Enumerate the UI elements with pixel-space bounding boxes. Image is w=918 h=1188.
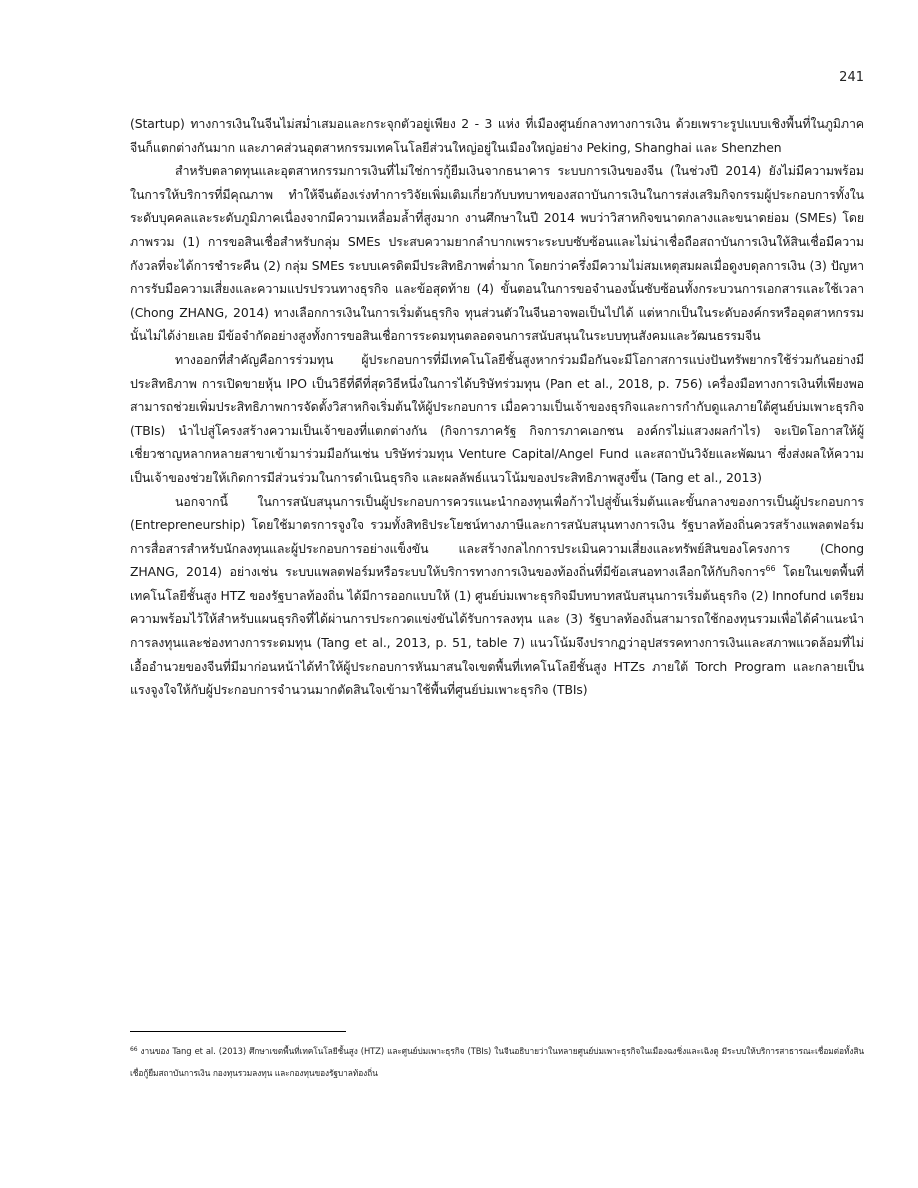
paragraph-text-before-note: นอกจากนี้ ในการสนับสนุนการเป็นผู้ประกอบการควรแนะนำกองทุนเพื่อก้าวไปสู่ขั้นเริ่มต้นและขั้นกลางของการเป็นผู้ประกอบการ (Entrepreneurship) โดยใช้มาตรการจูงใจ รวมทั้งสิทธิประโยชน์ทางภาษีและการสนับสนุนทางการเงิน รัฐบาลท้องถิ่นควรสร้างแพลตฟอร์มการสื่อสารสำหรับนักลงทุนและผู้ประกอบการอย่างแข็งขัน และสร้างกลไกการประเมินความเสี่ยงและทรัพย์สินของโครงการ (Chong ZHANG, 2014) อย่างเช่น ระบบแพลตฟอร์มหรือระบบให้บริการทางการเงินของท้องถิ่นที่มีข้อเสนอทางเลือกให้กับกิจการ xyxy=(130,493,864,580)
paragraph-joint-venture: ทางออกที่สำคัญคือการร่วมทุน ผู้ประกอบการที่มีเทคโนโลยีชั้นสูงหากร่วมมือกันจะมีโอกาสการแบ่งปันทรัพยากรใช้ร่วมกันอย่างมีประสิทธิภาพ การเปิดขายหุ้น IPO เป็นวิธีที่ดีที่สุดวิธีหนึ่งในการได้บริษัทร่วมทุน (Pan et al., 2018, p. 756) เครื่องมือทางการเงินที่เพียงพอสามารถช่วยเพิ่มประสิทธิภาพการจัดตั้งวิสาหกิจเริ่มต้นให้ผู้ประกอบการ เมื่อความเป็นเจ้าของธุรกิจและการกำกับดูแลภายใต้ศูนย์บ่มเพาะธุรกิจ (TBIs) นำไปสู่โครงสร้างความเป็นเจ้าของที่แตกต่างกัน (กิจการภาครัฐ กิจการภาคเอกชน องค์กรไม่แสวงผลกำไร) จะเปิดโอกาสให้ผู้เชี่ยวชาญหลากหลายสาขาเข้ามาร่วมมือกันเช่น บริษัทร่วมทุน Venture Capital/Angel Fund และสถาบันวิจัยและพัฒนา ซึ่งส่งผลให้ความเป็นเจ้าของช่วยให้เกิดการมีส่วนร่วมในการดำเนินธุรกิจ และผลลัพธ์แนวโน้มของประสิทธิภาพสูงขึ้น (Tang et al., 2013) xyxy=(130,351,864,485)
footnote-text: งานของ Tang et al. (2013) ศึกษาเขตพื้นที่เทคโนโลยีชั้นสูง (HTZ) และศูนย์บ่มเพาะธุรกิจ (TBIs) ในจีนอธิบายว่าในหลายศูนย์บ่มเพาะธุรกิจในเมืองฉงชิ่งและเฉิงตู มีระบบให้บริการสาธารณะเชื่อมต่อทั้งสินเชื่อกู้ยืมสถาบันการเงิน กองทุนรวมลงทุน และกองทุนของรัฐบาลท้องถิ่น xyxy=(130,1046,864,1078)
page-number: 241 xyxy=(839,70,864,85)
footnote-reference[interactable]: 66 xyxy=(765,564,776,574)
footnote-divider xyxy=(130,1031,346,1032)
footnote xyxy=(130,1040,864,1084)
paragraph-continuation: (Startup) ทางการเงินในจีนไม่สม่ำเสมอและกระจุกตัวอยู่เพียง 2 - 3 แห่ง ที่เมืองศูนย์กลางทางการเงิน ด้วยเพราะรูปแบบเชิงพื้นที่ในภูมิภาคจีนก็แตกต่างกันมาก และภาคส่วนอุตสาหกรรมเทคโนโลยีส่วนใหญ่อยู่ในเมืองใหญ่อย่าง Peking, Shanghai และ Shenzhen xyxy=(130,116,864,155)
paragraph-capital-market: สำหรับตลาดทุนและอุตสาหกรรมการเงินที่ไม่ใช่การกู้ยืมเงินจากธนาคาร ระบบการเงินของจีน (ในช่วงปี 2014) ยังไม่มีความพร้อมในการให้บริการที่มีคุณภาพ ทำให้จีนต้องเร่งทำการวิจัยเพิ่มเติมเกี่ยวกับบทบาทของสถาบันการเงินในการส่งเสริมกิจกรรมผู้ประกอบการทั้งในระดับบุคคลและระดับภูมิภาคเนื่องจากมีความเหลื่อมล้ำที่สูงมาก งานศึกษาในปี 2014 พบว่าวิสาหกิจขนาดกลางและขนาดย่อม (SMEs) โดยภาพรวม (1) การขอสินเชื่อสำหรับกลุ่ม SMEs ประสบความยากลำบากเพราะระบบซับซ้อนและไม่น่าเชื่อถือสถาบันการเงินให้สินเชื่อมีความกังวลที่จะได้การชำระคืน (2) กลุ่ม SMEs ระบบเครดิตมีประสิทธิภาพต่ำมาก โดยกว่าครึ่งมีความไม่สมเหตุสมผลเมื่อดูงบดุลการเงิน (3) ปัญหาการรับมือความเสี่ยงและความแปรปรวนทางธุรกิจ และข้อสุดท้าย (4) ขั้นตอนในการขอจำนองนั้นซับซ้อนทั้งกระบวนการเอกสารและใช้เวลา (Chong ZHANG, 2014) ทางเลือกการเงินในการเริ่มต้นธุรกิจ ทุนส่วนตัวในจีนอาจพอเป็นไปได้ แต่หากเป็นในระดับองค์กรหรืออุตสาหกรรมนั้นไม่ได้ง่ายเลย มีข้อจำกัดอย่างสูงทั้งการขอสินเชื่อการระดมทุนตลอดจนการสนับสนุนในระบบทุนสังคมและวัฒนธรรมจีน xyxy=(130,163,864,344)
body-text xyxy=(130,112,864,702)
footnote-number: 66 xyxy=(130,1046,138,1053)
paragraph-entrepreneur-support xyxy=(130,490,864,702)
paragraph-text-after-note: โดยในเขตพื้นที่เทคโนโลยีชั้นสูง HTZ ของรัฐบาลท้องถิ่น ได้มีการออกแบบให้ (1) ศูนย์บ่มเพาะธุรกิจมีบทบาทสนับสนุนการเริ่มต้นธุรกิจ (2) Innofund เตรียมความพร้อมไว้ให้สำหรับแผนธุรกิจที่ได้ผ่านการประกวดแข่งขันได้รับการลงทุน และ (3) รัฐบาลท้องถิ่นสามารถใช้กองทุนรวมเพื่อได้คำแนะนำการลงทุนและช่องทางการระดมทุน (Tang et al., 2013, p. 51, table 7) แนวโน้มจึงปรากฏว่าอุปสรรคทางการเงินและสภาพแวดล้อมที่ไม่เอื้ออำนวยของจีนที่มีมาก่อนหน้าได้ทำให้ผู้ประกอบการหันมาสนใจเขตพื้นที่เทคโนโลยีชั้นสูง HTZs ภายใต้ Torch Program และกลายเป็นแรงจูงใจให้กับผู้ประกอบการจำนวนมากตัดสินใจเข้ามาใช้พื้นที่ศูนย์บ่มเพาะธุรกิจ (TBIs) xyxy=(130,564,865,698)
